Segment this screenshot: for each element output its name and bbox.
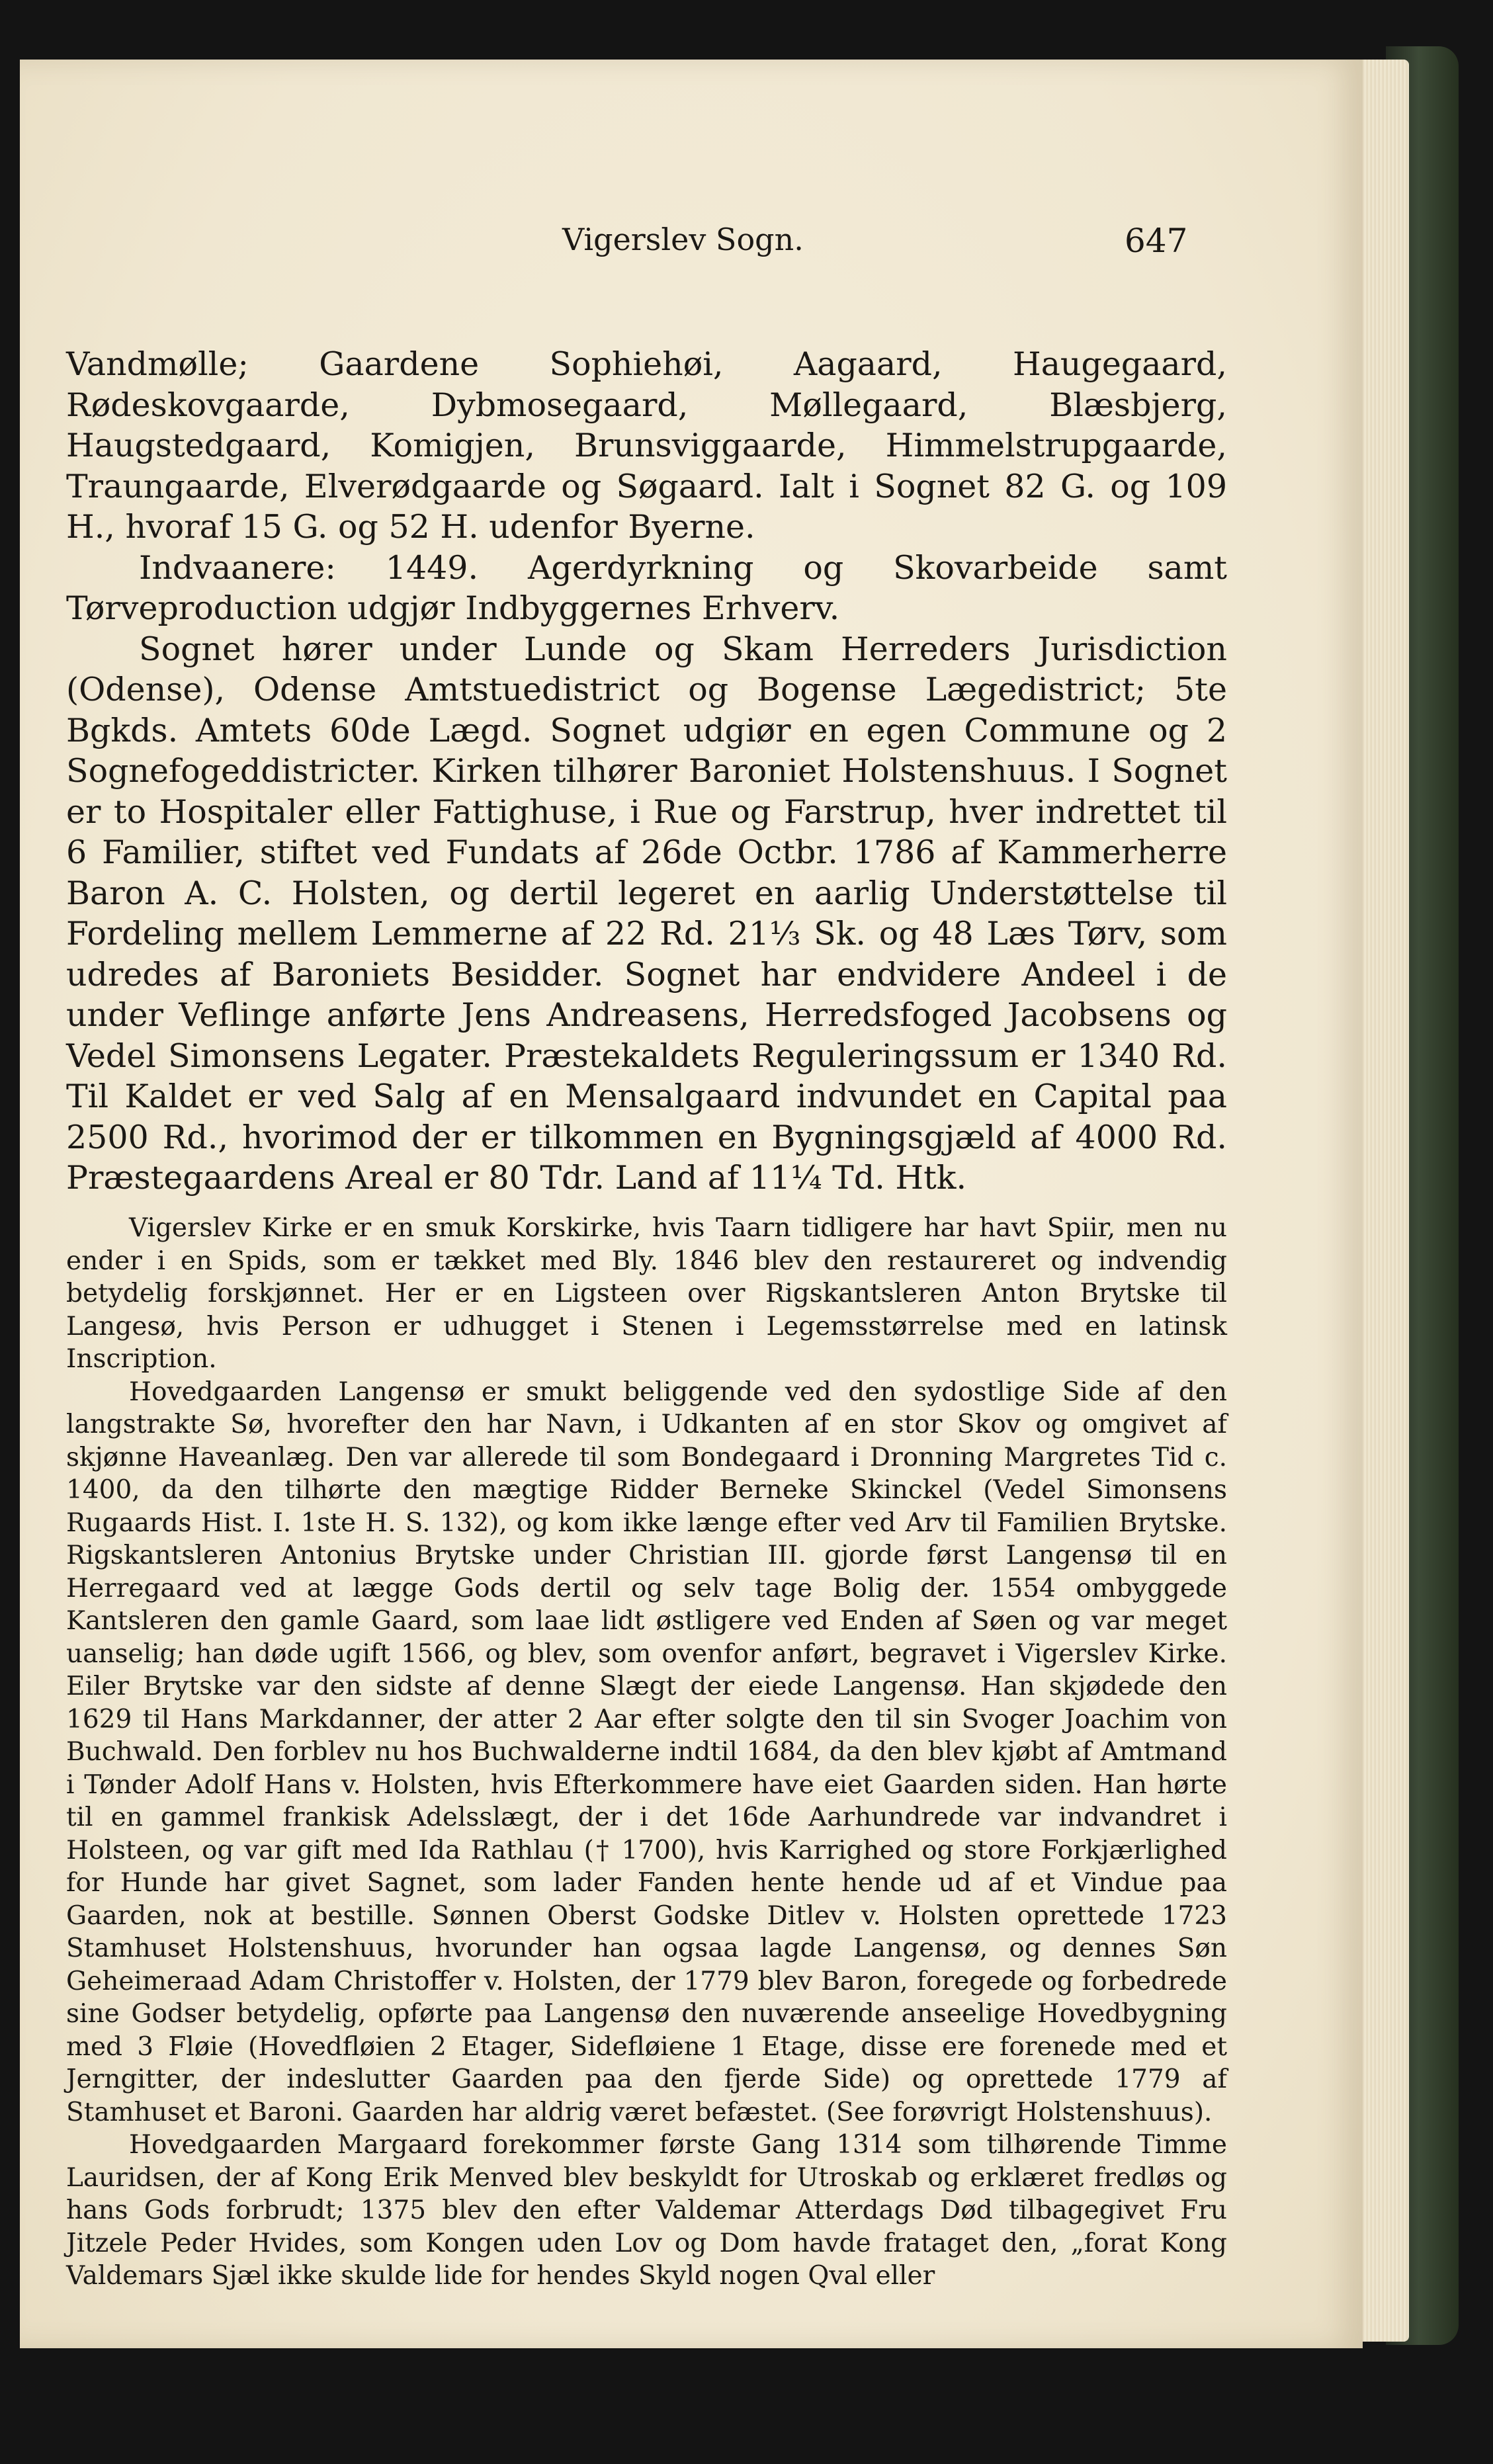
small-print-notes [66, 1212, 1227, 2293]
note-church: Vigerslev Kirke er en smuk Korskirke, hvis Taarn tidligere har havt Spiir, men nu ender i en Spids, som er tækket med Bly. 1846 blev den restaureret og indvendig betydelig forskjønnet. Her er en Ligsteen over Rigskantsleren Anton Brytske til Langesø, hvis Person er udhugget i Stenen i Legemsstørrelse med en latinsk Inscription. [66, 1213, 1227, 1374]
paragraph-farms: Vandmølle; Gaardene Sophiehøi, Aagaard, Haugegaard, Rødeskovgaarde, Dybmosegaard, Møllegaard, Blæsbjerg, Haugstedgaard, Komigjen, Brunsviggaarde, Himmelstrupgaarde, Traungaarde, Elverødgaarde og Søgaard. Ialt i Sognet 82 G. og 109 H., hvoraf 15 G. og 52 H. udenfor Byerne. [66, 345, 1227, 546]
note-margaard: Hovedgaarden Margaard forekommer første Gang 1314 som tilhørende Timme Lauridsen, der af Kong Erik Menved blev beskyldt for Utroskab og erklæret fredløs og hans Gods forbrudt; 1375 blev den efter Valdemar Atterdags Død tilbagegivet Fru Jitzele Peder Hvides, som Kongen uden Lov og Dom havde frataget den, „forat Kong Valdemars Sjæl ikke skulde lide for hendes Skyld nogen Qval eller [66, 2130, 1227, 2291]
header-title: Vigerslev Sogn. [562, 222, 804, 257]
paragraph-inhabitants: Indvaanere: 1449. Agerdyrkning og Skovarbeide samt Tørveproduction udgjør Indbyggernes Erhverv. [66, 548, 1227, 627]
note-langensoe: Hovedgaarden Langensø er smukt beliggende ved den sydostlige Side af den langstrakte Sø, hvorefter den har Navn, i Udkanten af en stor Skov og omgivet af skjønne Haveanlæg. Den var allerede til som Bondegaard i Dronning Margretes Tid c. 1400, da den tilhørte den mægtige Ridder Berneke Skinckel (Vedel Simonsens Rugaards Hist. I. 1ste H. S. 132), og kom ikke længe efter ved Arv til Familien Brytske. Rigskantsleren Antonius Brytske under Christian III. gjorde først Langensø til en Herregaard ved at lægge Gods dertil og selv tage Bolig der. 1554 ombyggede Kantsleren den gamle Gaard, som laae lidt østligere ved Enden af Søen og var meget uanselig; han døde ugift 1566, og blev, som ovenfor anført, begravet i Vigerslev Kirke. Eiler Brytske var den sidste af denne Slægt der eiede Langensø. Han skjødede den 1629 til Hans Markdanner, der atter 2 Aar efter solgte den til sin Svoger Joachim von Buchwald. Den forblev nu hos Buchwalderne indtil 1684, da den blev kjøbt af Amtmand i Tønder Adolf Hans v. Holsten, hvis Efterkommere have eiet Gaarden siden. Han hørte til en gammel frankisk Adelsslægt, der i det 16de Aarhundrede var indvandret i Holsteen, og var gift med Ida Rathlau († 1700), hvis Karrighed og store Forkjærlighed for Hunde har givet Sagnet, som lader Fanden hente hende ud af et Vindue paa Gaarden, nok at bestille. Sønnen Oberst Godske Ditlev v. Holsten oprettede 1723 Stamhuset Holstenshuus, hvorunder han ogsaa lagde Langensø, og dennes Søn Geheimeraad Adam Christoffer v. Holsten, der 1779 blev Baron, foregede og forbedrede sine Godser betydelig, opførte paa Langensø den nuværende anseelige Hovedbygning med 3 Fløie (Hovedfløien 2 Etager, Sidefløiene 1 Etage, disse ere forenede med et Jerngitter, der indeslutter Gaarden paa den fjerde Side) og oprettede 1779 af Stamhuset et Baroni. Gaarden har aldrig været befæstet. (See forøvrigt Holstenshuus). [66, 1377, 1227, 2127]
paragraph-jurisdiction: Sognet hører under Lunde og Skam Herreders Jurisdiction (Odense), Odense Amtstuedistrict og Bogense Lægedistrict; 5te Bgkds. Amtets 60de Lægd. Sognet udgiør en egen Commune og 2 Sognefogeddistricter. Kirken tilhører Baroniet Holstenshuus. I Sognet er to Hospitaler eller Fattighuse, i Rue og Farstrup, hver indrettet til 6 Familier, stiftet ved Fundats af 26de Octbr. 1786 af Kammerherre Baron A. C. Holsten, og dertil legeret en aarlig Understøttelse til Fordeling mellem Lemmerne af 22 Rd. 21⅓ Sk. og 48 Læs Tørv, som udredes af Baroniets Besidder. Sognet har endvidere Andeel i de under Veflinge anførte Jens Andreasens, Herredsfoged Jacobsens og Vedel Simonsens Legater. Præstekaldets Reguleringssum er 1340 Rd. Til Kaldet er ved Salg af en Mensalgaard indvundet en Capital paa 2500 Rd., hvorimod der er tilkommen en Bygningsgjæld af 4000 Rd. Præstegaardens Areal er 80 Tdr. Land af 11¼ Td. Htk. [66, 630, 1227, 1197]
running-header [20, 222, 1363, 268]
page-number: 647 [1125, 222, 1188, 260]
book-page [20, 60, 1363, 2348]
main-text [66, 344, 1227, 1199]
